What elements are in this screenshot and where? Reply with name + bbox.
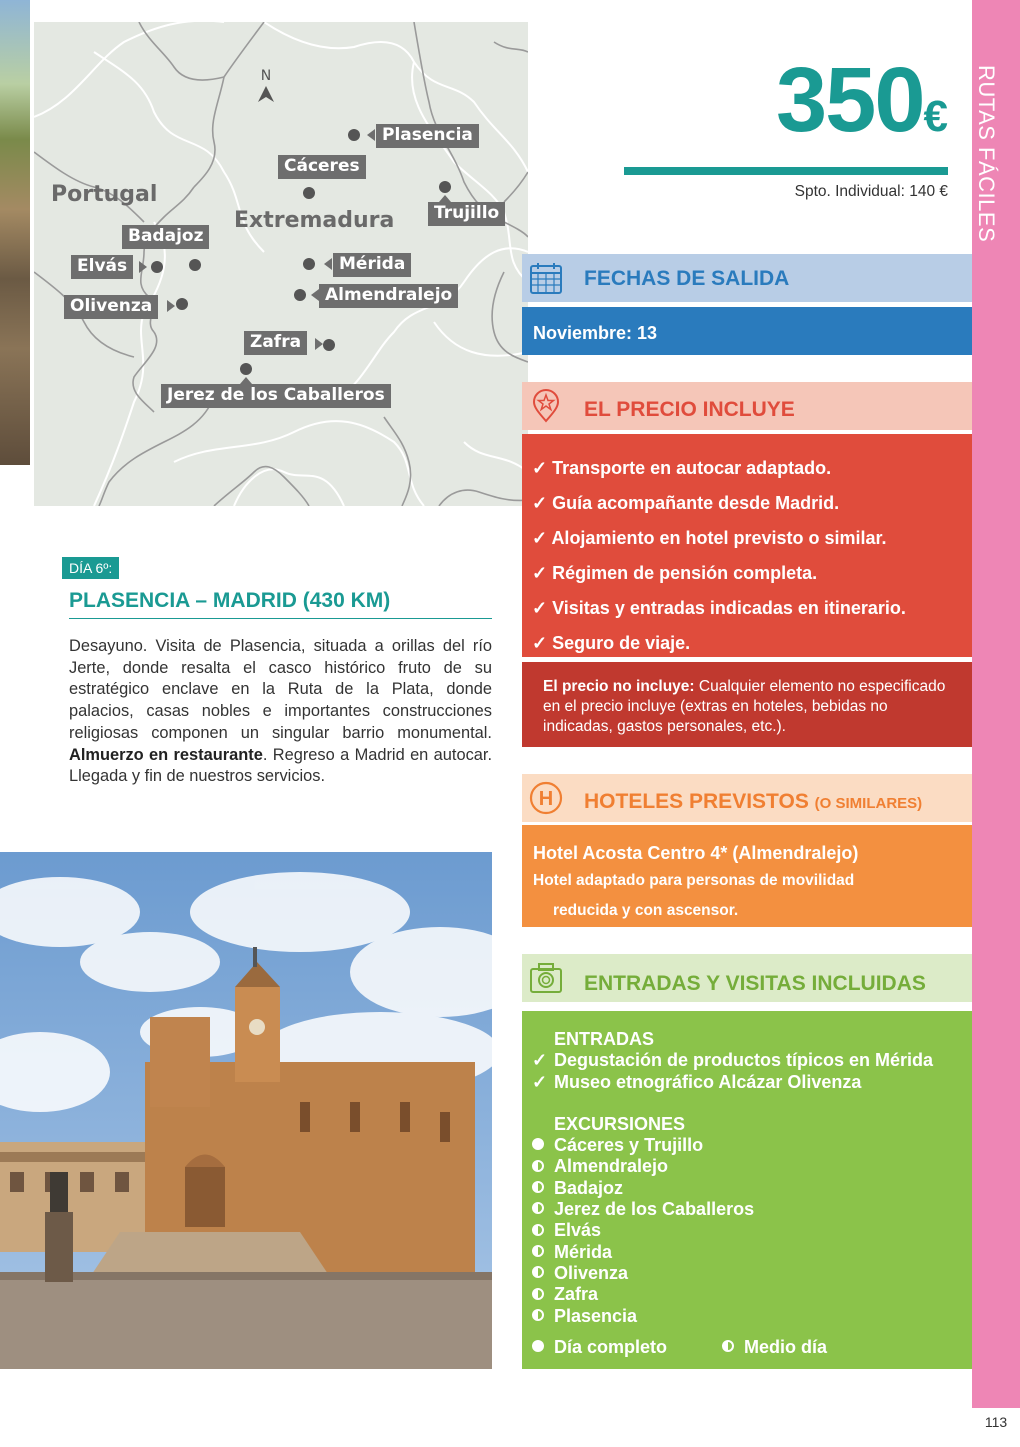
day-description: Desayuno. Visita de Plasencia, situada a orillas del río Jerte, donde resalta el casco histórico fruto de su estratégico enclave en la Ruta de la Plata, donde palacios, casas nobles e importantes construcciones religiosas componen un singular barrio monumental. Almuerzo en restaurante. Regreso a Madrid en autocar. Llegada y fin de nuestros servicios. [69,637,492,786]
ticket-item: ✓ Museo etnográfico Alcázar Olivenza [532,1071,862,1092]
half-day-icon [532,1181,544,1193]
tickets-subtitle: ENTRADAS [554,1029,655,1049]
map-label-caceres: Cáceres [278,155,366,179]
map-dot-merida [303,258,315,270]
excursions-subtitle: EXCURSIONES [554,1113,686,1134]
map-pointer [439,195,451,202]
section-side-tab-label: RUTAS FÁCILES [974,65,999,243]
location-star-icon [528,388,564,424]
excursion-item: Jerez de los Caballeros [532,1199,972,1220]
excursion-item: Badajoz [532,1178,972,1199]
day-title: PLASENCIA – MADRID (430 KM) [69,589,492,619]
single-supplement: Spto. Individual: 140 € [794,183,948,200]
map-dot-trujillo [439,181,451,193]
map-pointer [139,261,147,273]
region-extremadura: Extremadura [234,208,395,233]
excursion-legend: Día completo Medio día [532,1337,667,1358]
price-includes-title: EL PRECIO INCLUYE [584,398,795,421]
hotel-icon [528,780,564,816]
price-amount: 350€ [776,49,948,151]
map-dot-jerez [240,363,252,375]
list-item: ✓ Transporte en autocar adaptado. [532,458,832,478]
full-day-icon [532,1340,544,1352]
full-day-icon [532,1138,544,1150]
price-underline [624,167,948,175]
price-includes-header [522,382,972,430]
list-item: ✓ Seguro de viaje. [532,633,691,653]
north-indicator: N [256,68,276,108]
map-dot-plasencia [348,129,360,141]
half-day-icon [532,1288,544,1300]
tickets-visits-header [522,954,972,1002]
map-label-elvas: Elvás [71,255,133,279]
departure-dates-header [522,254,972,302]
map-dot-elvas [151,261,163,273]
excursion-item: Zafra [532,1284,972,1305]
excursion-item: Elvás [532,1220,972,1241]
half-day-icon [532,1266,544,1278]
hotel-note: Hotel adaptado para personas de movilidad [533,872,855,889]
map-label-zafra: Zafra [244,331,307,355]
excursion-item: Cáceres y Trujillo [532,1135,972,1156]
map-dot-zafra [323,339,335,351]
map-dot-almendralejo [294,289,306,301]
camera-icon [528,960,564,996]
half-day-icon [722,1340,734,1352]
half-day-icon [532,1224,544,1236]
map-pointer [240,377,252,384]
half-day-icon [532,1202,544,1214]
side-photo-strip [0,0,30,465]
hotels-body [522,825,972,927]
departure-dates-value: Noviembre: 13 [522,307,972,355]
price-not-included-note: El precio no incluye: Cualquier elemento no especificado en el precio incluye (extras en hoteles, bebidas no indicadas, gastos personales, etc.). [522,662,972,747]
list-item: ✓ Régimen de pensión completa. [532,563,818,583]
excursion-item: Mérida [532,1242,972,1263]
hotel-note-continued: reducida y con ascensor. [553,902,739,919]
map-dot-badajoz [189,259,201,271]
day-tag: DÍA 6º: [62,557,119,579]
hotel-icon-letter: H [538,788,554,810]
plaza-church-image [0,852,492,1369]
legend-half-day: Medio día [722,1337,827,1358]
map-label-badajoz: Badajoz [122,225,209,249]
excursion-item: Olivenza [532,1263,972,1284]
map-pointer [367,129,375,141]
list-item: ✓ Alojamiento en hotel previsto o similar. [532,528,887,548]
map-label-merida: Mérida [333,253,411,277]
map-label-olivenza: Olivenza [64,295,158,319]
map-pointer [315,338,323,350]
calendar-icon [528,260,564,296]
half-day-icon [532,1245,544,1257]
map-label-almendralejo: Almendralejo [319,284,458,308]
half-day-icon [532,1309,544,1321]
map-label-plasencia: Plasencia [376,124,479,148]
north-arrow-icon [256,84,276,104]
region-portugal: Portugal [51,182,158,207]
map-dot-caceres [303,187,315,199]
hotels-header [522,774,972,822]
ticket-item: ✓ Degustación de productos típicos en Mérida [532,1050,934,1071]
list-item: ✓ Visitas y entradas indicadas en itinerario. [532,598,906,618]
page-number: 113 [984,1414,1008,1430]
tickets-visits-title: ENTRADAS Y VISITAS INCLUIDAS [584,972,926,995]
map-pointer [167,300,175,312]
hotel-name: Hotel Acosta Centro 4* (Almendralejo) [533,843,859,863]
excursion-item: Almendralejo [532,1156,972,1177]
departure-dates-title: FECHAS DE SALIDA [584,267,790,290]
price-includes-list [522,434,972,657]
hotels-title: HOTELES PREVISTOS (O SIMILARES) [584,790,923,813]
excursion-item: Plasencia [532,1306,972,1327]
half-day-icon [532,1160,544,1172]
tickets-visits-body [522,1011,972,1369]
map-dot-olivenza [176,298,188,310]
map-label-trujillo: Trujillo [428,202,505,226]
map-pointer [324,258,332,270]
extremadura-map [34,22,528,506]
church-photo [0,852,492,1369]
map-label-jerez: Jerez de los Caballeros [161,384,391,408]
list-item: ✓ Guía acompañante desde Madrid. [532,493,840,513]
map-pointer [311,289,319,301]
